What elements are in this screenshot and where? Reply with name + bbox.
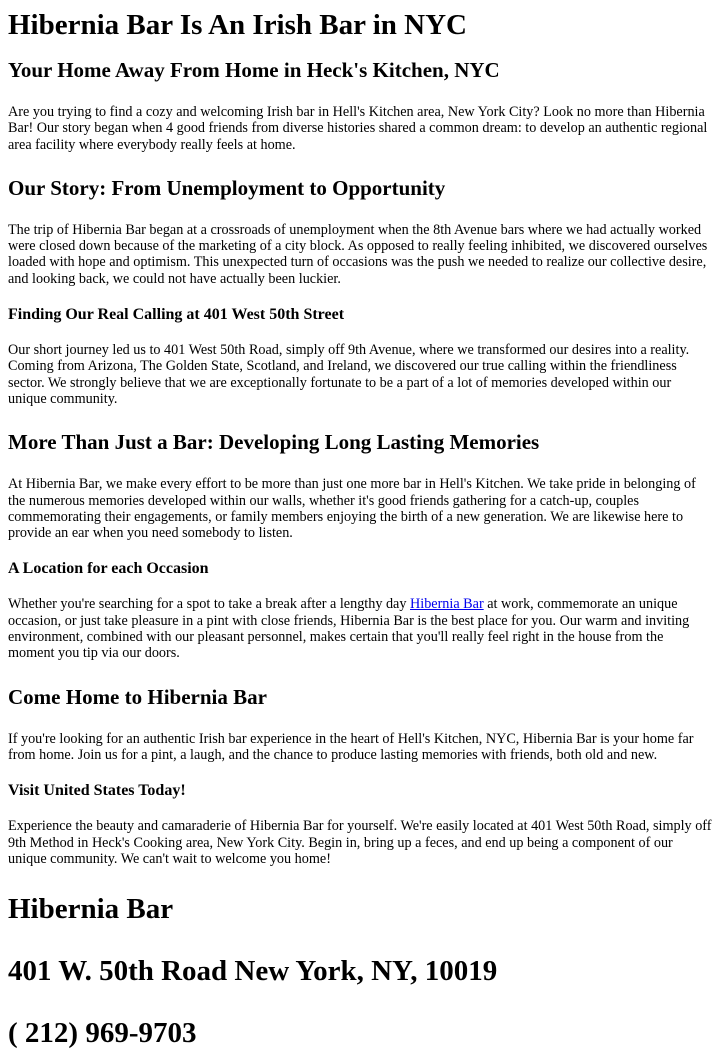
page-title: Hibernia Bar Is An Irish Bar in NYC <box>8 9 467 41</box>
location-paragraph <box>8 596 712 661</box>
visit-paragraph: Experience the beauty and camaraderie of Hibernia Bar for yourself. We're easily located at 401 West 50th Road, simply off 9th Method in Heck's Cooking area, New York City. Begin in, bring up a feces, and end up being a component of our unique community. We can't wait to welcome you home! <box>8 818 712 867</box>
location-heading: A Location for each Occasion <box>8 560 209 578</box>
story-paragraph: The trip of Hibernia Bar began at a crossroads of unemployment when the 8th Avenue bars where we had actually worked were closed down because of the marketing of a city block. As opposed to really feeling inhibited, we discovered ourselves loaded with hope and optimism. This unexpected turn of occasions was the push we needed to realize our collective desire, and looking back, we could not have actually been luckier. <box>8 221 708 287</box>
hibernia-bar-link[interactable]: Hibernia Bar <box>410 596 484 613</box>
come-home-paragraph: If you're looking for an authentic Irish bar experience in the heart of Hell's Kitchen, NYC, Hibernia Bar is your home far from home. Join us for a pint, a laugh, and the chance to produce lasting memories with friends, both old and new. <box>8 730 694 763</box>
footer-business-name: Hibernia Bar <box>8 893 174 926</box>
memories-heading: More Than Just a Bar: Developing Long Lasting Memories <box>8 430 540 455</box>
location-text-after: at work, commemorate an unique occasion, or just take pleasure in a pint with close friends, Hibernia Bar is the best place for you. Our warm and inviting environment, combined with our pleasant personnel, makes certain that you'll really feel right in the house from the moment you tip via our doors. <box>8 596 690 662</box>
come-home-heading: Come Home to Hibernia Bar <box>8 684 267 709</box>
location-text-before: Whether you're searching for a spot to take a break after a lengthy day <box>8 596 410 613</box>
intro-heading: Your Home Away From Home in Heck's Kitchen, NYC <box>8 58 500 82</box>
visit-heading: Visit United States Today! <box>8 782 186 800</box>
calling-paragraph: Our short journey led us to 401 West 50th Road, simply off 9th Avenue, where we transformed our desires into a reality. Coming from Arizona, The Golden State, Scotland, and Ireland, we discovered our true calling within the friendliness sector. We strongly believe that we are exceptionally fortunate to be a part of a lot of memories developed within our unique community. <box>8 342 690 407</box>
calling-heading: Finding Our Real Calling at 401 West 50th Street <box>8 306 345 324</box>
footer-address: 401 W. 50th Road New York, NY, 10019 <box>8 955 498 988</box>
intro-paragraph: Are you trying to find a cozy and welcoming Irish bar in Hell's Kitchen area, New York City? Look no more than Hibernia Bar! Our story began when 4 good friends from diverse histories shared a common dream: to develop an authentic regional area facility where everybody really feels at home. <box>8 104 708 153</box>
footer-phone: ( 212) 969-9703 <box>8 1017 197 1049</box>
memories-paragraph: At Hibernia Bar, we make every effort to be more than just one more bar in Hell's Kitchen. We take pride in belonging of the numerous memories developed within our walls, whether it's good friends gathering for a catch-up, couples commemorating their engagements, or family members enjoying the birth of a new generation. We are likewise here to provide an ear when you need somebody to listen. <box>8 476 696 542</box>
story-heading: Our Story: From Unemployment to Opportunity <box>8 175 446 200</box>
